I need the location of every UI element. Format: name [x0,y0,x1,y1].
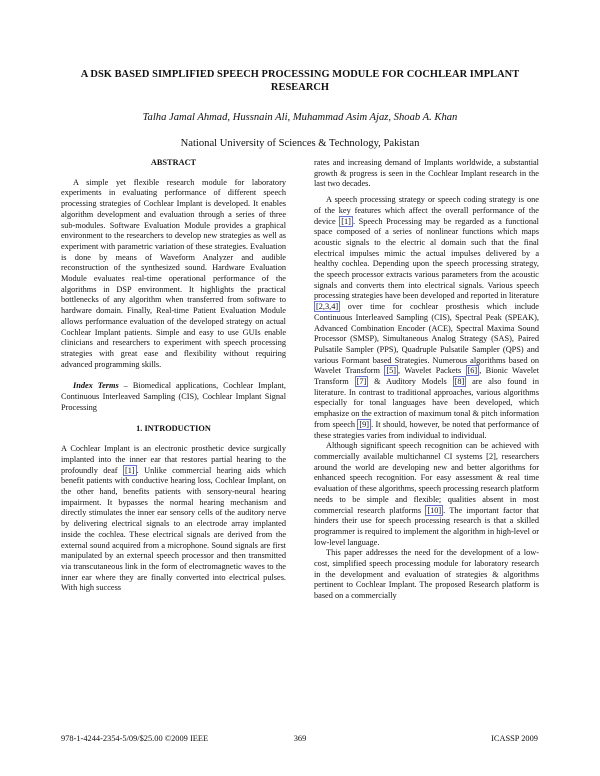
left-column [61,158,286,594]
introduction-heading: 1. INTRODUCTION [136,424,211,434]
citation-link[interactable]: [5] [386,366,397,376]
footer-isbn: 978-1-4244-2354-5/09/$25.00 ©2009 IEEE [61,734,209,743]
footer-conference: ICASSP 2009 [491,734,538,743]
footer-page-number: 369 [293,734,307,743]
intro-paragraph-2: A speech processing strategy or speech coding strategy is one of the key features which affect the overall performance of the device [1] . Speech Processing may be regarded as a functional space composed of a series of nonlinear functions which maps acoustic signals to the electric al domain such that the final electrical impulses mimic the actual impulses delivered by a healthy cochlea. Depending upon the speech processing strategy, the speech processor extracts various parameters from the acoustic signals and converts them into electrical signals. Various speech processing strategies have been developed and reported in literature [2,3,4] over time for cochlear prosthesis which include Continuous Interleaved Sampling (CIS), Spectral Peak (SPEAK), Advanced Combination Encoder (ACE), Spectral Maxima Sound Processor (SMSP), Simultaneous Analog Strategy (SAS), Paired Pulsatile Sampler (PPS), Quadruple Pulsatile Sampler (QPS) and various Formant based Strategies. Numerous algorithms based on Wavelet Transform [5] , Wavelet Packets [6] , Bionic Wavelet Transform [7] & Auditory Models [8] are also found in literature. In contrast to traditional approaches, various algorithms especially for tonal languages have been developed, which emphasize on the extraction of maximum tonal & pitch information from speech [9] . It should, however, be noted that performance of these strategies varies from individual to individual. [314,195,540,440]
intro-paragraph-4: This paper addresses the need for the development of a low-cost, simplified speech processing module for laboratory research in the development and evaluation of strategies & algorithms pertinent to Cochlear Implant. The proposed Research platform is based on a commercially [314,548,539,601]
right-column [314,158,539,602]
intro-paragraph-1: A Cochlear Implant is an electronic prosthetic device surgically implanted into the inner ear that restores partial hearing to the profoundly deaf [1] . Unlike commercial hearing aids which benefit patients with conductive hearing loss, Cochlear Implant, on the other hand, benefits patients with sensory-neural hearing impairment. It bypasses the normal hearing mechanism and directly stimulates the inner ear sensory cells of the auditory nerve by delivering electrical signals to an electrode array implanted inside the cochlea. These electrical signals are derived from the external sound acquired from a microphone. Sound signals are first manipulated by an external speech processor and then transmitted via transcutaneous link in the form of electromagnetic waves to the inner ear where they are finally converted into electrical pulses. With high success [61,444,286,593]
intro-paragraph-3: Although significant speech recognition can be achieved with commercially available multichannel CI systems [2], researchers around the world are developing new and better algorithms for enhanced speech recognition. For easy assessment & real time evaluation of these algorithms, speech processing research platform needs to be simple and flexible; qualities absent in most commercial research platforms [10] . The important factor that hinders their use for speech processing research is that a skilled programmer is required to implement the algorithm in high-level or low-level language. [314,441,539,547]
intro-paragraph-1-continued: rates and increasing demand of Implants worldwide, a substantial growth & progress is seen in the Cochlear Implant research in the last two decades. [314,158,539,189]
index-terms-text: – Biomedical applications, Cochlear Implant, Continuous Interleaved Sampling (CIS), Cochlear Implant Signal Processing [61,381,286,412]
citation-link[interactable]: [2,3,4] [316,302,339,312]
citation-link[interactable]: [1] [124,465,135,475]
citation-link[interactable]: [10] [427,505,442,515]
citation-link[interactable]: [8] [454,377,465,387]
abstract-text: A simple yet flexible research module for laboratory experiments in evaluating performance of different speech processing strategies of Cochlear Implant is developed. It enables algorithm development and evaluation through a series of three sub-modules. Software Evaluation Module provides a graphical environment to the researchers to develop new strategies as well as experiment with parametric variation of these strategies. Evaluation is done by means of Waveform Analyzer and audible reconstruction of the synthesized sound. Hardware Evaluation Module evaluates real-time operational performance of the algorithms in DSP environment. It highlights the practical bottlenecks of any algorithm when transferred from software to hardware domain. Finally, Real-time Patient Evaluation Module allows performance evaluation of the developed strategy on actual Cochlear Implant patients. Simple and easy to use GUIs enable clinicians and researchers to experiment with speech processing strategies with great ease and flexibility without requiring advanced programming skills. [61,177,286,369]
affiliation: National University of Sciences & Technology, Pakistan [180,138,420,149]
author-list: Talha Jamal Ahmad, Hussnain Ali, Muhammad Asim Ajaz, Shoab A. Khan [142,112,458,123]
citation-link[interactable]: [9] [359,419,370,429]
index-terms [61,381,286,413]
abstract-heading: ABSTRACT [150,158,197,167]
index-terms-label: Index Terms [73,381,119,391]
citation-link[interactable]: [6] [467,366,478,376]
citation-link[interactable]: [7] [356,377,367,387]
paper-title: A DSK BASED SIMPLIFIED SPEECH PROCESSING MODULE FOR COCHLEAR IMPLANT RESEARCH [80,69,520,93]
citation-link[interactable]: [1] [341,216,351,226]
